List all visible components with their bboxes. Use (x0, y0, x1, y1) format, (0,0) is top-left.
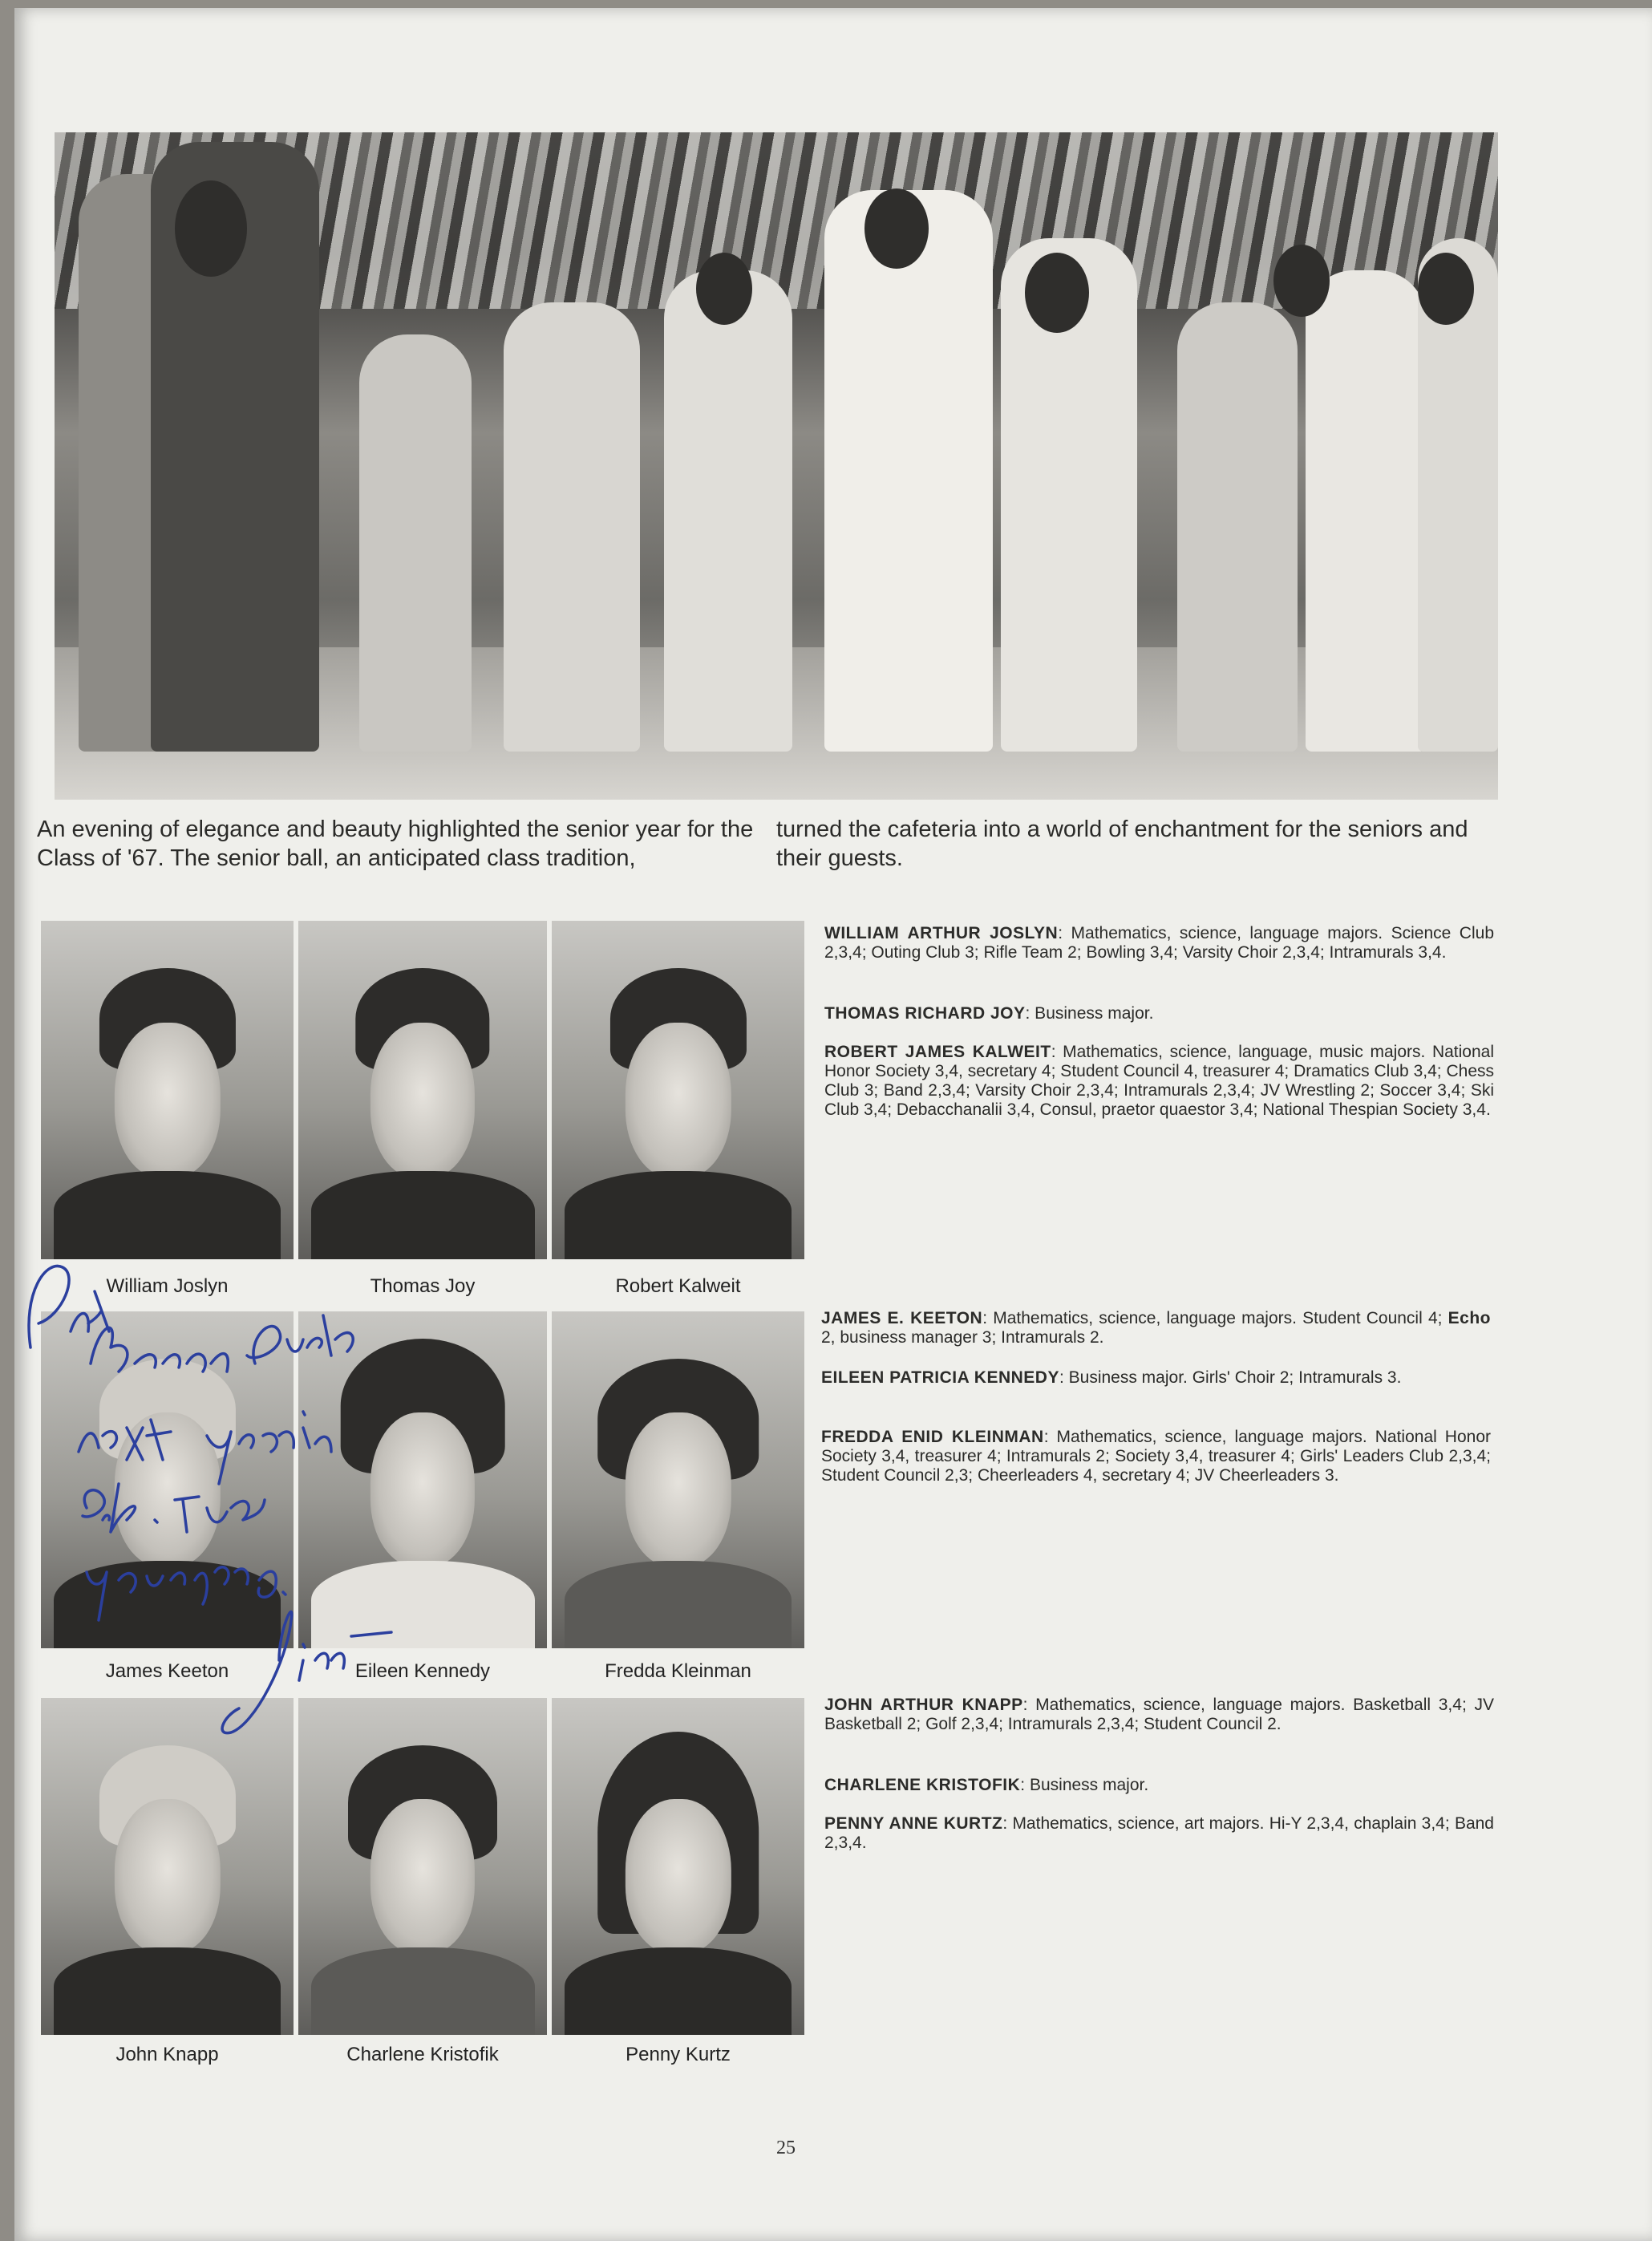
dancer (1177, 302, 1298, 752)
portrait-fredda-kleinman (552, 1311, 804, 1648)
bio-text: : Business major. (1025, 1004, 1154, 1023)
yearbook-page (14, 8, 1652, 2241)
portrait-face (370, 1023, 475, 1178)
senior-ball-photo (55, 132, 1498, 800)
bio-eileen-kennedy (821, 1368, 1491, 1388)
portrait-suit (54, 1561, 281, 1648)
portrait-face (370, 1799, 475, 1954)
bio-text: : Business major. (1020, 1776, 1149, 1794)
bio-john-knapp (824, 1696, 1494, 1734)
bio-text: 2, business manager 3; Intramurals 2. (821, 1328, 1104, 1347)
bio-fredda-kleinman (821, 1428, 1491, 1485)
portrait-sweater (311, 1947, 535, 2035)
portrait-charlene-kristofik (298, 1698, 547, 2035)
portrait-name: Eileen Kennedy (354, 1660, 491, 1682)
dancer-head (175, 180, 247, 277)
dancer (664, 270, 792, 752)
bio-text: : Mathematics, science, art majors. Hi-Y 2,3,4, chaplain 3,4; Band 2,3,4. (824, 1814, 1494, 1852)
dancer-head (864, 188, 929, 269)
bio-james-keeton (821, 1309, 1491, 1347)
bio-robert-kalweit (824, 1043, 1494, 1120)
bio-text: : Mathematics, science, language, music majors. National Honor Society 3,4, secretary 4; Student Council 4, treasurer 4; Dramatics Club 3,4; Chess Club 3; Band 2,3,4; Varsity Choir 2,3,4; Intramurals 2,3,4; JV Wrestling 2; Soccer 3,4; Ski Club 3,4; Debacchanalii 3,4, Consul, praetor quaestor 3,4; National Thespian Society 3,4. (824, 1043, 1494, 1119)
bio-text: : Mathematics, science, language majors. Student Council 4; (982, 1309, 1448, 1327)
portrait-face (114, 1023, 220, 1178)
dancer-head (1273, 245, 1330, 317)
portrait-face (625, 1023, 731, 1178)
bio-name: FREDDA ENID KLEINMAN (821, 1428, 1044, 1446)
portrait-suit (565, 1171, 792, 1259)
hero-caption-left: An evening of elegance and beauty highlighted the senior year for the Class of '67. The senior ball, an anticipated class tradition, (37, 817, 754, 871)
dancer-head (696, 253, 752, 325)
dancer (359, 334, 472, 752)
portrait-william-joslyn (41, 921, 294, 1259)
portrait-name: Charlene Kristofik (346, 2044, 499, 2065)
portrait-name: James Keeton (105, 1660, 229, 1682)
portrait-robert-kalweit (552, 921, 804, 1259)
bio-name: PENNY ANNE KURTZ (824, 1814, 1003, 1833)
dancer-head (1025, 253, 1089, 333)
portrait-james-keeton (41, 1311, 294, 1648)
portrait-penny-kurtz (552, 1698, 804, 2035)
portrait-top (565, 1947, 792, 2035)
dancer-head (1418, 253, 1474, 325)
portrait-face (114, 1412, 220, 1567)
bio-william-joslyn (824, 924, 1494, 962)
bio-name: WILLIAM ARTHUR JOSLYN (824, 924, 1059, 942)
portrait-sweater (565, 1561, 792, 1648)
portrait-suit (311, 1171, 535, 1259)
portrait-eileen-kennedy (298, 1311, 547, 1648)
portrait-thomas-joy (298, 921, 547, 1259)
portrait-face (114, 1799, 220, 1954)
dancer (1306, 270, 1426, 752)
portrait-name: Penny Kurtz (626, 2044, 731, 2065)
portrait-name: William Joslyn (106, 1275, 229, 1297)
bio-text: : Mathematics, science, language majors. Basketball 3,4; JV Basketball 2; Golf 2,3,4; Intramurals 2,3,4; Student Council 2. (824, 1696, 1494, 1733)
bio-text: : Mathematics, science, language majors. Science Club 2,3,4; Outing Club 3; Rifle Team 2; Bowling 3,4; Varsity Choir 2,3,4; Intramurals 3,4. (824, 924, 1494, 962)
bio-text: : Business major. Girls' Choir 2; Intramurals 3. (1059, 1368, 1402, 1387)
portrait-face (625, 1799, 731, 1954)
portrait-name: John Knapp (115, 2044, 219, 2065)
bio-thomas-joy (824, 1004, 1494, 1023)
portrait-face (370, 1412, 475, 1567)
bio-text: : Mathematics, science, language majors. National Honor Society 3,4, treasurer 4; Intramurals 2; Society 3,4, treasurer 4; Girls' Leaders Club 2,3,4; Student Council 2,3; Cheerleaders 4, secretary 4; JV Cheerleaders 3. (821, 1428, 1491, 1485)
bio-name: EILEEN PATRICIA KENNEDY (821, 1368, 1059, 1387)
portrait-top (311, 1561, 535, 1648)
hero-caption-right: turned the cafeteria into a world of enchantment for the seniors and their guests. (776, 817, 1468, 871)
portrait-john-knapp (41, 1698, 294, 2035)
bio-charlene-kristofik (824, 1776, 1494, 1795)
dancer (824, 190, 993, 752)
bio-name: ROBERT JAMES KALWEIT (824, 1043, 1051, 1061)
portrait-suit (54, 1171, 281, 1259)
dancer (504, 302, 640, 752)
bio-penny-kurtz (824, 1814, 1494, 1853)
bio-publication: Echo (1448, 1309, 1491, 1327)
portrait-name: Thomas Joy (370, 1275, 476, 1297)
portrait-name: Robert Kalweit (615, 1275, 741, 1297)
bio-name: JOHN ARTHUR KNAPP (824, 1696, 1023, 1714)
bio-name: CHARLENE KRISTOFIK (824, 1776, 1021, 1794)
portrait-suit (54, 1947, 281, 2035)
bio-name: THOMAS RICHARD JOY (824, 1004, 1026, 1023)
page-number: 25 (776, 2138, 796, 2158)
bio-name: JAMES E. KEETON (821, 1309, 983, 1327)
portrait-name: Fredda Kleinman (605, 1660, 751, 1682)
portrait-face (625, 1412, 731, 1567)
